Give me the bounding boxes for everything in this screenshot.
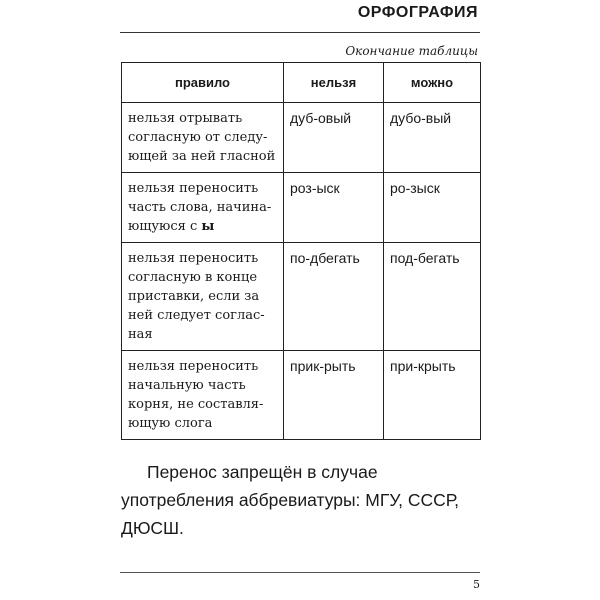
rule-line: часть слова, начина- xyxy=(128,200,272,215)
rule-cell xyxy=(122,173,284,243)
table-row xyxy=(122,103,481,173)
rule-line: нельзя переносить xyxy=(128,359,259,374)
column-header-right: можно xyxy=(384,63,481,103)
wrong-example: дуб-овый xyxy=(284,103,384,173)
wrong-example: роз-ыск xyxy=(284,173,384,243)
rule-line: ная xyxy=(128,327,153,342)
table-caption: Окончание таблицы xyxy=(345,44,478,58)
right-example: под-бегать xyxy=(384,243,481,351)
rule-line: начальную часть xyxy=(128,378,246,393)
footer-divider xyxy=(120,572,480,573)
rule-line: нельзя отрывать xyxy=(128,111,243,126)
rule-cell xyxy=(122,351,284,440)
right-example: ро-зыск xyxy=(384,173,481,243)
rule-bold-letter: ы xyxy=(201,219,215,234)
rule-line: ющей за ней гласной xyxy=(128,149,276,164)
rule-line: ней следует соглас- xyxy=(128,308,265,323)
rule-line: корня, не составля- xyxy=(128,397,264,412)
rule-cell xyxy=(122,103,284,173)
rule-cell xyxy=(122,243,284,351)
hyphenation-rules-table xyxy=(121,62,481,440)
wrong-example: прик-рыть xyxy=(284,351,384,440)
wrong-example: по-дбегать xyxy=(284,243,384,351)
section-title: ОРФОГРАФИЯ xyxy=(357,4,478,21)
table-header-row xyxy=(122,63,481,103)
column-header-wrong: нельзя xyxy=(284,63,384,103)
rule-line: согласную в конце xyxy=(128,270,258,285)
table-row xyxy=(122,173,481,243)
rule-line: ющуюся с xyxy=(128,219,202,234)
table-row xyxy=(122,351,481,440)
right-example: дубо-вый xyxy=(384,103,481,173)
right-example: при-крыть xyxy=(384,351,481,440)
rule-line: приставки, если за xyxy=(128,289,260,304)
rule-line: нельзя переносить xyxy=(128,251,259,266)
rule-line: нельзя переносить xyxy=(128,181,259,196)
rule-line: ющую слога xyxy=(128,416,213,431)
table-row xyxy=(122,243,481,351)
body-paragraph: Перенос запрещён в случае употребления аббревиатуры: МГУ, СССР, ДЮСШ. xyxy=(121,462,459,538)
header-divider xyxy=(120,32,480,33)
column-header-rule: правило xyxy=(122,63,284,103)
page-number: 5 xyxy=(473,578,480,591)
rule-line: согласную от следу- xyxy=(128,130,268,145)
